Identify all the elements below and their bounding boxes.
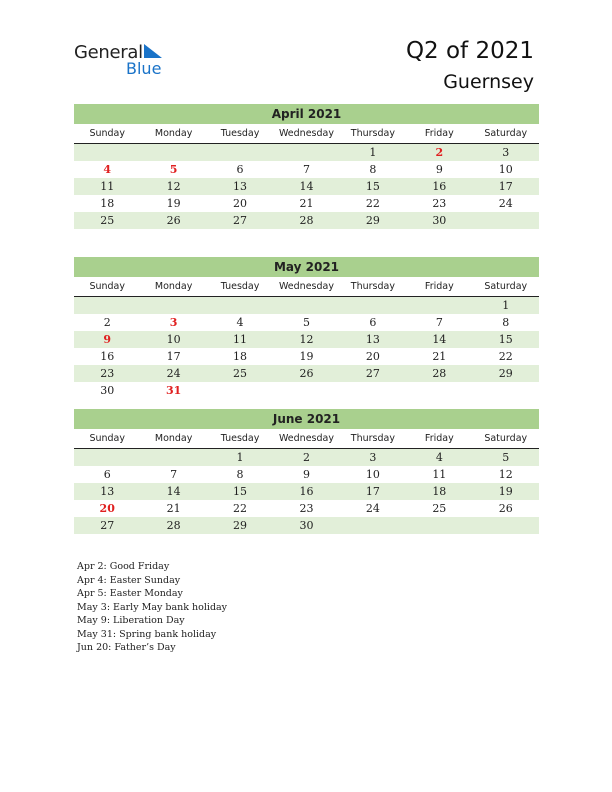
day-cell: 9 [302, 468, 310, 481]
holiday-item: May 31: Spring bank holiday [77, 628, 217, 640]
week-row [74, 178, 539, 195]
week-row [74, 195, 539, 212]
day-cell [406, 297, 472, 314]
holiday-day-cell: 20 [99, 502, 115, 515]
day-cell: 29 [498, 367, 513, 380]
week-row [74, 331, 539, 348]
holiday-item: Apr 2: Good Friday [77, 561, 170, 572]
holiday-item: Jun 20: Father’s Day [77, 642, 176, 653]
day-cell: 2 [302, 451, 310, 464]
day-cell: 20 [233, 197, 248, 210]
weekday-label: Friday [424, 433, 454, 444]
day-cell: 4 [435, 451, 443, 464]
weekday-label: Monday [154, 433, 193, 444]
day-cell [406, 382, 472, 399]
day-cell [74, 449, 140, 466]
day-cell [340, 517, 406, 534]
day-cell [473, 212, 539, 229]
brand-logo [74, 42, 174, 82]
day-cell: 20 [365, 350, 380, 363]
day-cell: 22 [365, 197, 380, 210]
day-cell: 8 [502, 316, 510, 329]
holiday-item: May 9: Liberation Day [77, 615, 185, 626]
day-cell: 15 [233, 485, 248, 498]
holiday-day-cell: 31 [165, 384, 182, 397]
day-cell [340, 297, 406, 314]
day-cell: 17 [166, 350, 181, 363]
day-cell: 12 [166, 180, 181, 193]
holiday-day-cell: 3 [169, 316, 178, 329]
week-row [74, 161, 539, 178]
week-row [74, 365, 539, 382]
weekday-header-row [74, 127, 539, 144]
day-cell [74, 297, 140, 314]
weekday-label: Thursday [350, 128, 395, 139]
month-title: June 2021 [74, 409, 539, 429]
weekday-label: Tuesday [220, 281, 260, 292]
day-cell: 3 [502, 146, 510, 159]
day-cell: 24 [166, 367, 181, 380]
day-cell: 14 [166, 485, 181, 498]
week-row [74, 348, 539, 365]
day-cell: 18 [432, 485, 447, 498]
weekday-label: Wednesday [278, 281, 334, 292]
day-cell: 6 [369, 316, 377, 329]
day-cell: 14 [432, 333, 447, 346]
holiday-day-cell: 4 [103, 163, 112, 176]
day-cell: 16 [299, 485, 314, 498]
week-row [74, 500, 539, 517]
weekday-label: Saturday [484, 433, 528, 444]
day-cell [207, 144, 273, 161]
day-cell: 21 [166, 502, 181, 515]
logo-text-blue: Blue [126, 59, 162, 78]
weekday-label: Tuesday [220, 433, 260, 444]
day-cell: 28 [432, 367, 447, 380]
month-title: May 2021 [74, 257, 539, 277]
day-cell: 22 [233, 502, 248, 515]
week-row [74, 144, 539, 161]
day-cell: 30 [432, 214, 447, 227]
day-cell: 24 [498, 197, 513, 210]
logo-triangle-icon [144, 44, 162, 58]
day-cell [406, 517, 472, 534]
day-cell: 22 [498, 350, 513, 363]
weekday-label: Thursday [350, 281, 395, 292]
day-cell [473, 382, 539, 399]
weekday-label: Sunday [89, 281, 125, 292]
day-cell: 13 [365, 333, 380, 346]
day-cell: 30 [100, 384, 115, 397]
weekday-label: Monday [154, 281, 193, 292]
day-cell: 14 [299, 180, 314, 193]
day-cell: 21 [432, 350, 447, 363]
day-cell: 23 [432, 197, 447, 210]
weekday-label: Sunday [89, 433, 125, 444]
weekday-label: Tuesday [220, 128, 260, 139]
day-cell: 12 [498, 468, 513, 481]
weekday-label: Sunday [89, 128, 125, 139]
day-cell: 6 [103, 468, 111, 481]
day-cell: 18 [100, 197, 115, 210]
month-title: April 2021 [74, 104, 539, 124]
day-cell: 10 [365, 468, 380, 481]
day-cell: 27 [365, 367, 380, 380]
day-cell: 21 [299, 197, 314, 210]
quarter-title: Q2 of 2021 [405, 38, 534, 64]
day-cell: 13 [233, 180, 248, 193]
day-cell [207, 297, 273, 314]
day-cell: 17 [365, 485, 380, 498]
day-cell: 26 [299, 367, 314, 380]
weekday-label: Wednesday [278, 128, 334, 139]
day-cell: 26 [498, 502, 513, 515]
day-cell: 16 [100, 350, 115, 363]
day-cell [473, 517, 539, 534]
day-cell: 24 [365, 502, 380, 515]
day-cell [140, 144, 206, 161]
day-cell: 10 [166, 333, 181, 346]
holiday-item: May 3: Early May bank holiday [77, 601, 228, 613]
day-cell: 30 [299, 519, 314, 532]
day-cell: 19 [166, 197, 181, 210]
day-cell: 9 [435, 163, 443, 176]
weekday-header-row [74, 432, 539, 449]
day-cell: 28 [166, 519, 181, 532]
day-cell: 23 [299, 502, 314, 515]
day-cell: 5 [302, 316, 310, 329]
day-cell: 13 [100, 485, 115, 498]
day-cell: 12 [299, 333, 314, 346]
day-cell: 8 [236, 468, 244, 481]
day-cell: 26 [166, 214, 181, 227]
country-name: Guernsey [443, 71, 534, 93]
day-cell: 25 [100, 214, 115, 227]
weekday-label: Friday [424, 128, 454, 139]
day-cell [140, 449, 206, 466]
day-cell: 28 [299, 214, 314, 227]
day-cell [207, 382, 273, 399]
holiday-day-cell: 9 [103, 333, 112, 346]
weekday-header-row [74, 280, 539, 297]
week-row [74, 297, 539, 314]
day-cell [340, 382, 406, 399]
week-row [74, 212, 539, 229]
day-cell: 23 [100, 367, 115, 380]
day-cell: 17 [498, 180, 513, 193]
weekday-label: Wednesday [278, 433, 334, 444]
day-cell: 15 [498, 333, 513, 346]
week-row [74, 483, 539, 500]
day-cell [273, 297, 339, 314]
day-cell: 1 [236, 451, 244, 464]
holiday-list [77, 560, 227, 655]
weekday-label: Saturday [484, 281, 528, 292]
day-cell: 11 [100, 180, 115, 193]
day-cell: 5 [502, 451, 510, 464]
day-cell [140, 297, 206, 314]
day-cell: 4 [236, 316, 244, 329]
day-cell: 25 [233, 367, 248, 380]
day-cell: 7 [302, 163, 310, 176]
day-cell: 10 [498, 163, 513, 176]
week-row [74, 517, 539, 534]
day-cell: 7 [435, 316, 443, 329]
day-cell: 11 [233, 333, 248, 346]
weekday-label: Saturday [484, 128, 528, 139]
week-row [74, 314, 539, 331]
day-cell: 19 [498, 485, 513, 498]
holiday-day-cell: 2 [435, 146, 444, 159]
day-cell: 11 [432, 468, 447, 481]
month-calendar [74, 104, 539, 229]
day-cell: 6 [236, 163, 244, 176]
day-cell [74, 144, 140, 161]
week-row [74, 466, 539, 483]
day-cell [273, 382, 339, 399]
day-cell: 1 [369, 146, 377, 159]
day-cell: 18 [233, 350, 248, 363]
holiday-day-cell: 5 [169, 163, 178, 176]
day-cell: 1 [502, 299, 510, 312]
day-cell: 27 [233, 214, 248, 227]
day-cell: 8 [369, 163, 377, 176]
day-cell: 7 [170, 468, 178, 481]
weekday-label: Thursday [350, 433, 395, 444]
logo-text-general: General [74, 42, 143, 63]
day-cell: 25 [432, 502, 447, 515]
week-row [74, 449, 539, 466]
holiday-item: Apr 4: Easter Sunday [77, 574, 181, 586]
day-cell: 29 [233, 519, 248, 532]
day-cell: 3 [369, 451, 377, 464]
weekday-label: Friday [424, 281, 454, 292]
day-cell: 16 [432, 180, 447, 193]
day-cell: 19 [299, 350, 314, 363]
day-cell: 15 [365, 180, 380, 193]
week-row [74, 382, 539, 399]
weekday-label: Monday [154, 128, 193, 139]
day-cell: 29 [365, 214, 380, 227]
day-cell [273, 144, 339, 161]
holiday-item: Apr 5: Easter Monday [77, 588, 183, 599]
day-cell: 2 [103, 316, 111, 329]
day-cell: 27 [100, 519, 115, 532]
month-calendar [74, 409, 539, 534]
month-calendar [74, 257, 539, 399]
